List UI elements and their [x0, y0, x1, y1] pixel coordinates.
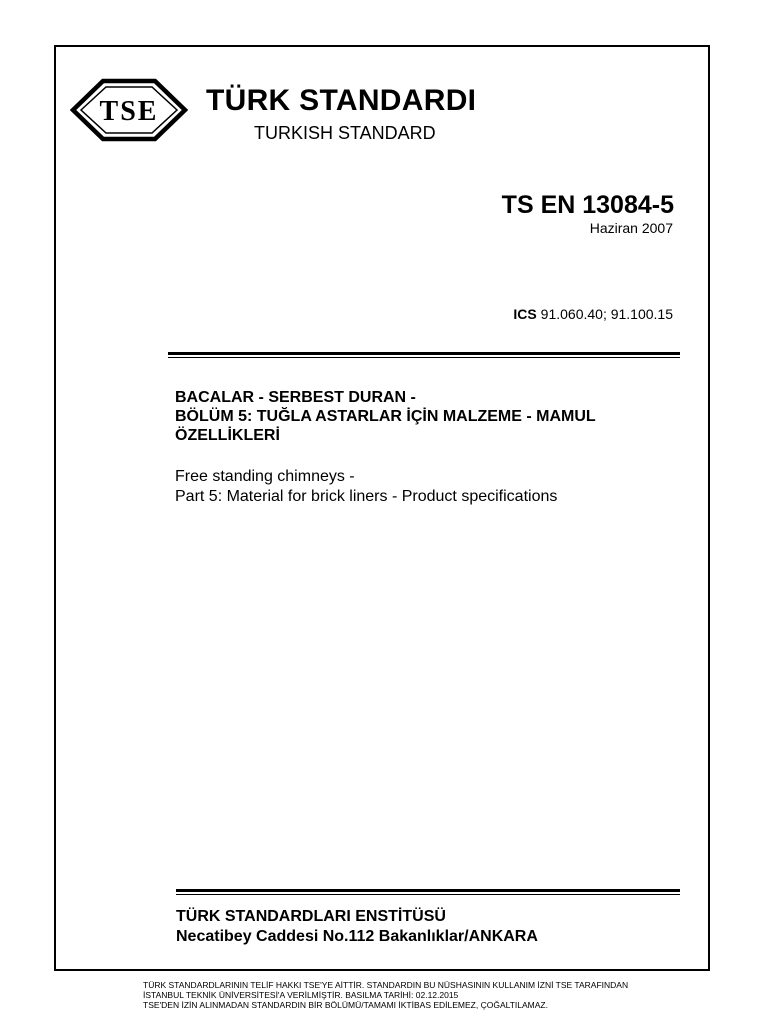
title-tr-line: BÖLÜM 5: TUĞLA ASTARLAR İÇİN MALZEME - MAMUL: [175, 408, 596, 425]
logo-text: TSE: [99, 96, 159, 127]
copyright-note: [143, 980, 628, 1010]
title-tr-line: BACALAR - SERBEST DURAN -: [175, 389, 416, 406]
standard-title-tr: TÜRK STANDARDI: [206, 84, 477, 117]
document-title-tr: [175, 388, 596, 445]
tse-logo: [70, 75, 188, 145]
copyright-line: İSTANBUL TEKNİK ÜNİVERSİTESİ'A VERİLMİŞTİR. BASILMA TARİHİ: 02.12.2015: [143, 990, 459, 1000]
title-en-line: Part 5: Material for brick liners - Product specifications: [175, 488, 558, 505]
document-title-en: [175, 467, 557, 507]
title-tr-line: ÖZELLİKLERİ: [175, 427, 280, 444]
institute-block: [176, 907, 538, 947]
standard-title-en: TURKISH STANDARD: [254, 123, 436, 143]
divider-bottom: [176, 889, 680, 895]
institute-address: Necatibey Caddesi No.112 Bakanlıklar/ANKARA: [176, 928, 538, 945]
ics-codes: 91.060.40; 91.100.15: [540, 306, 673, 322]
institute-name: TÜRK STANDARDLARI ENSTİTÜSÜ: [176, 908, 446, 925]
copyright-line: TÜRK STANDARDLARININ TELİF HAKKI TSE'YE AİTTİR. STANDARDIN BU NÜSHASININ KULLANIM İZNİ TSE TARAFINDAN: [143, 980, 629, 990]
title-en-line: Free standing chimneys -: [175, 468, 355, 485]
standard-date: Haziran 2007: [589, 220, 673, 236]
ics-label: ICS: [513, 306, 537, 322]
page-frame: [54, 45, 710, 971]
standard-number: TS EN 13084-5: [501, 191, 674, 219]
copyright-line: TSE'DEN İZİN ALINMADAN STANDARDIN BİR BÖLÜMÜ/TAMAMI İKTİBAS EDİLEMEZ, ÇOĞALTILAMAZ.: [143, 1000, 548, 1010]
divider-top: [168, 352, 680, 358]
ics-line: [513, 306, 673, 322]
